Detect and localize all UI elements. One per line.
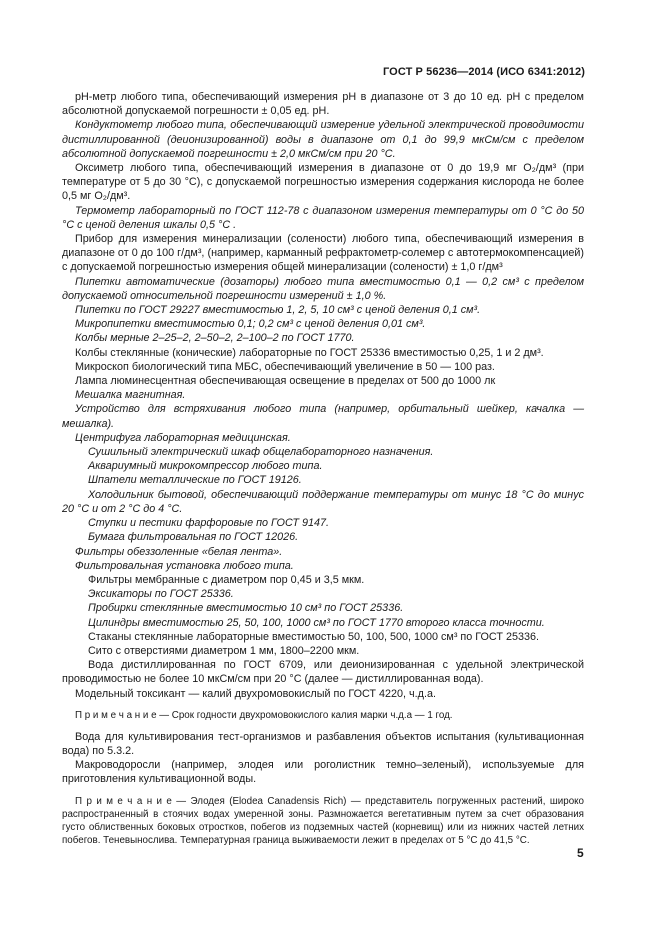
text-paragraph: Прибор для измерения минерализации (солености) любого типа, обеспечивающий измерения в диапазоне от 0 до 100 г/дм³, (например, карманный рефрактометр-солемер с автотермокомпенсацией) с допускаемой погрешностью измерения общей минерализации (солености) ± 1,0 г/дм³ [62,233,584,274]
text-paragraph: Эксикаторы по ГОСТ 25336. [88,588,234,601]
text-paragraph: Микропипетки вместимостью 0,1; 0,2 см³ с ценой деления 0,01 см³. [75,318,426,331]
text-paragraph: Лампа люминесцентная обеспечивающая освещение в пределах от 500 до 1000 лк [75,375,496,388]
text-paragraph: Вода для культивирования тест-организмов и разбавления объектов испытания (культивационная вода) по 5.3.2. [62,730,584,757]
text-paragraph: Термометр лабораторный по ГОСТ 112-78 с диапазоном измерения температуры от 0 °С до 50 °С с ценой деления шкалы 0,5 °С . [62,204,584,231]
text-paragraph: Мешалка магнитная. [75,389,186,402]
text-paragraph: Сушильный электрический шкаф общелабораторного назначения. [88,446,434,459]
text-paragraph: Оксиметр любого типа, обеспечивающий измерения в диапазоне от 0 до 19,9 мг O₂/дм³ (при температуре от 5 до 30 °С), с допускаемой погрешностью измерения содержания кислорода не более 0,5 мг O₂/дм³. [62,162,584,203]
text-paragraph: Устройство для встряхивания любого типа (например, орбитальный шейкер, качалка — мешалка). [62,403,584,430]
text-paragraph: Шпатели металлические по ГОСТ 19126. [88,474,302,487]
text-paragraph: Пипетки автоматические (дозаторы) любого типа вместимостью 0,1 — 0,2 см³ с пределом допускаемой относительной погрешности измерений ± 1,0 %. [62,275,584,302]
text-paragraph: Центрифуга лабораторная медицинская. [75,431,291,444]
page-number: 5 [577,846,584,860]
text-paragraph: Фильтры мембранные с диаметром пор 0,45 и 3,5 мкм. [88,573,365,586]
note-paragraph: П р и м е ч а н и е — Элодея (Elodea Canadensis Rich) — представитель погруженных растений, широко распространенный в стоячих водах умеренной зоны. Размножается вегетативным путем за счет образования густо облиственных боковых отростков, побегов из подземных частей (корневищ) или из нижних частей летних побегов. Теневынослива. Температурная граница выживаемости лежит в пределах от 5 °С до 41,5 °С. [62,795,584,846]
text-paragraph: Пробирки стеклянные вместимостью 10 см³ по ГОСТ 25336. [88,602,404,615]
text-paragraph: Фильтры обеззоленные «белая лента». [75,545,283,558]
text-paragraph: Пипетки по ГОСТ 29227 вместимостью 1, 2, 5, 10 см³ с ценой деления 0,1 см³. [75,304,481,317]
text-paragraph: Ступки и пестики фарфоровые по ГОСТ 9147. [88,517,330,530]
document-header: ГОСТ Р 56236—2014 (ИСО 6341:2012) [382,66,585,78]
text-paragraph: pH-метр любого типа, обеспечивающий измерения pH в диапазоне от 3 до 10 ед. pH с пределом абсолютной допускаемой погрешности ± 0,05 ед. pH. [62,91,584,118]
text-paragraph: Сито с отверстиями диаметром 1 мм, 1800–2200 мкм. [88,644,360,657]
note-paragraph: П р и м е ч а н и е — Срок годности двухромовокислого калия марки ч.д.а — 1 год. [75,709,453,721]
text-paragraph: Аквариумный микрокомпрессор любого типа. [88,460,323,473]
text-paragraph: Колбы стеклянные (конические) лабораторные по ГОСТ 25336 вместимостью 0,25, 1 и 2 дм³. [75,346,544,359]
text-paragraph: Холодильник бытовой, обеспечивающий поддержание температуры от минус 18 °С до минус 20 °С и от 2 °С до 4 °С. [62,488,584,515]
text-paragraph: Колбы мерные 2–25–2, 2–50–2, 2–100–2 по ГОСТ 1770. [75,332,355,345]
text-paragraph: Кондуктометр любого типа, обеспечивающий измерение удельной электрической проводимости дистиллированной (деионизированной) воды в диапазоне от 0,1 до 99,9 мкСм/см с пределом абсолютной допускаемой погрешности ± 2,0 мкСм/см при 20 °С. [62,119,584,160]
text-paragraph: Микроскоп биологический типа МБС, обеспечивающий увеличение в 50 — 100 раз. [75,360,495,373]
document-body [62,90,584,847]
text-paragraph: Бумага фильтровальная по ГОСТ 12026. [88,531,299,544]
text-paragraph: Макроводоросли (например, элодея или роголистник темно–зеленый), используемые для приготовления культивационной воды. [62,759,584,786]
text-paragraph: Фильтровальная установка любого типа. [75,559,294,572]
text-paragraph: Модельный токсикант — калий двухромовокислый по ГОСТ 4220, ч.д.а. [75,687,436,700]
text-paragraph: Вода дистиллированная по ГОСТ 6709, или деионизированная с удельной электрической проводимостью не более 10 мкСм/см при 20 °С (далее — дистиллированная вода). [62,659,584,686]
text-paragraph: Цилиндры вместимостью 25, 50, 100, 1000 см³ по ГОСТ 1770 второго класса точности. [88,616,545,629]
text-paragraph: Стаканы стеклянные лабораторные вместимостью 50, 100, 500, 1000 см³ по ГОСТ 25336. [88,630,539,643]
